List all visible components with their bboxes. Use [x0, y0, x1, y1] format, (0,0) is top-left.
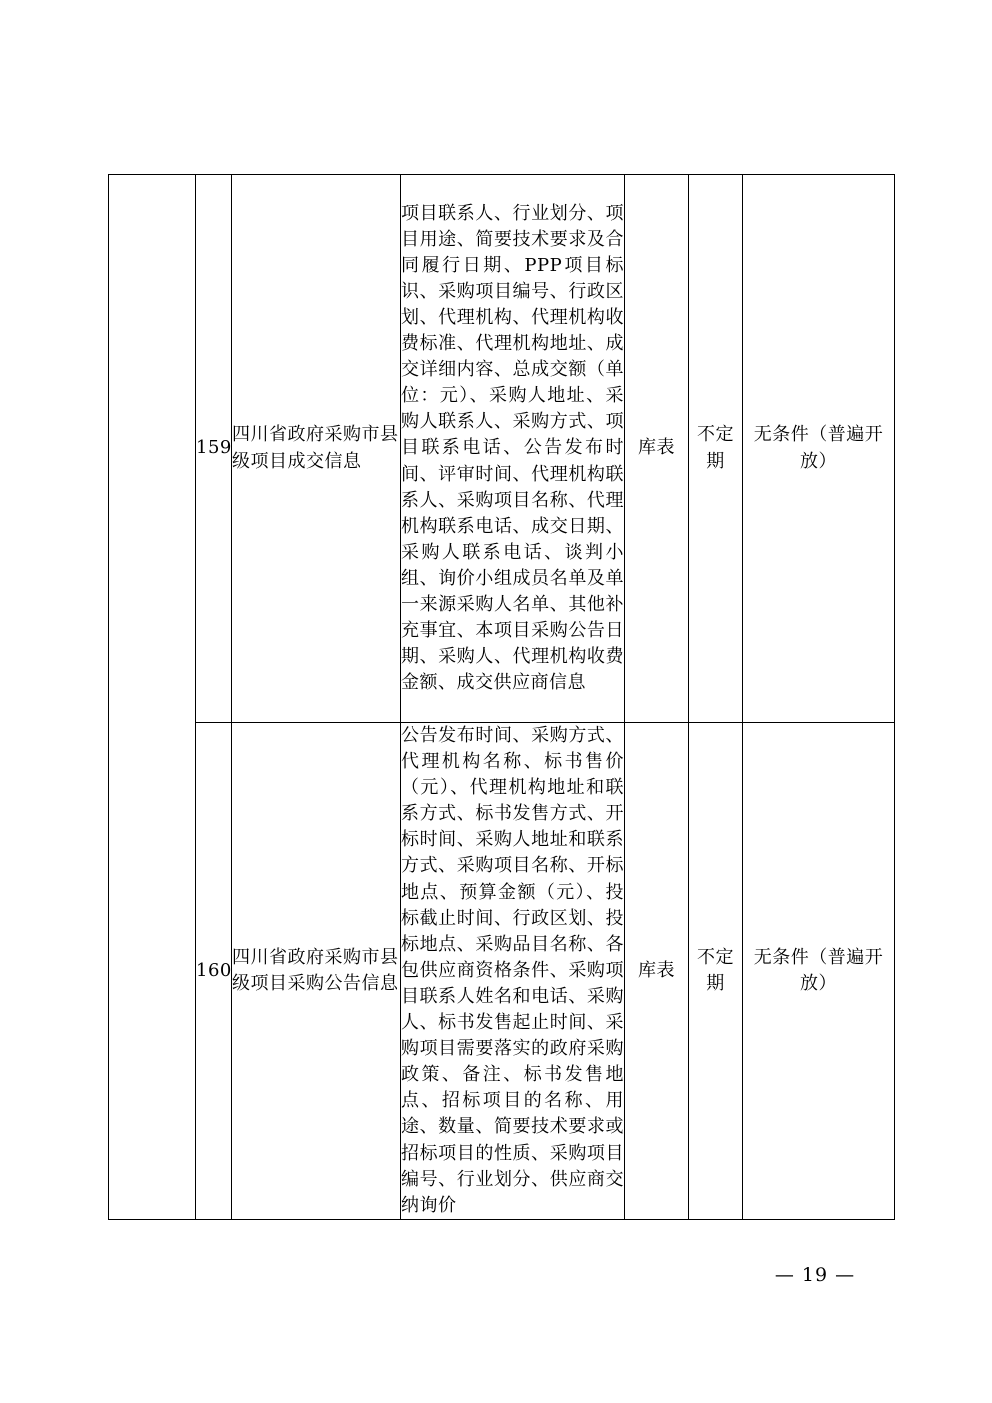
row-number: 160: [196, 723, 232, 1220]
resource-fields: 公告发布时间、采购方式、代理机构名称、标书售价（元）、代理机构地址和联系方式、标书发售方式、开标时间、采购人地址和联系方式、采购项目名称、开标地点、预算金额（元）、投标截止时间、行政区划、投标地点、采购品目名称、各包供应商资格条件、采购项目联系人姓名和电话、采购人、标书发售起止时间、采购项目需要落实的政府采购政策、备注、标书发售地点、招标项目的名称、用途、数量、简要技术要求或招标项目的性质、采购项目编号、行业划分、供应商交纳询价: [401, 723, 625, 1220]
update-frequency: 不定期: [689, 723, 743, 1220]
resource-name: 四川省政府采购市县级项目成交信息: [232, 175, 401, 723]
row-number: 159: [196, 175, 232, 723]
open-condition: 无条件（普遍开放）: [743, 723, 895, 1220]
table-row: [109, 175, 895, 723]
data-catalog-table: [108, 174, 895, 1220]
page-number: — 19 —: [774, 1264, 856, 1286]
category-cell: [109, 175, 196, 1220]
table-row: [109, 723, 895, 1220]
resource-format: 库表: [625, 175, 689, 723]
resource-name: 四川省政府采购市县级项目采购公告信息: [232, 723, 401, 1220]
resource-fields: 项目联系人、行业划分、项目用途、简要技术要求及合同履行日期、PPP项目标识、采购项目编号、行政区划、代理机构、代理机构收费标准、代理机构地址、成交详细内容、总成交额（单位：元）、采购人地址、采购人联系人、采购方式、项目联系电话、公告发布时间、评审时间、代理机构联系人、采购项目名称、代理机构联系电话、成交日期、采购人联系电话、谈判小组、询价小组成员名单及单一来源采购人名单、其他补充事宜、本项目采购公告日期、采购人、代理机构收费金额、成交供应商信息: [401, 175, 625, 723]
update-frequency: 不定期: [689, 175, 743, 723]
resource-format: 库表: [625, 723, 689, 1220]
open-condition: 无条件（普遍开放）: [743, 175, 895, 723]
